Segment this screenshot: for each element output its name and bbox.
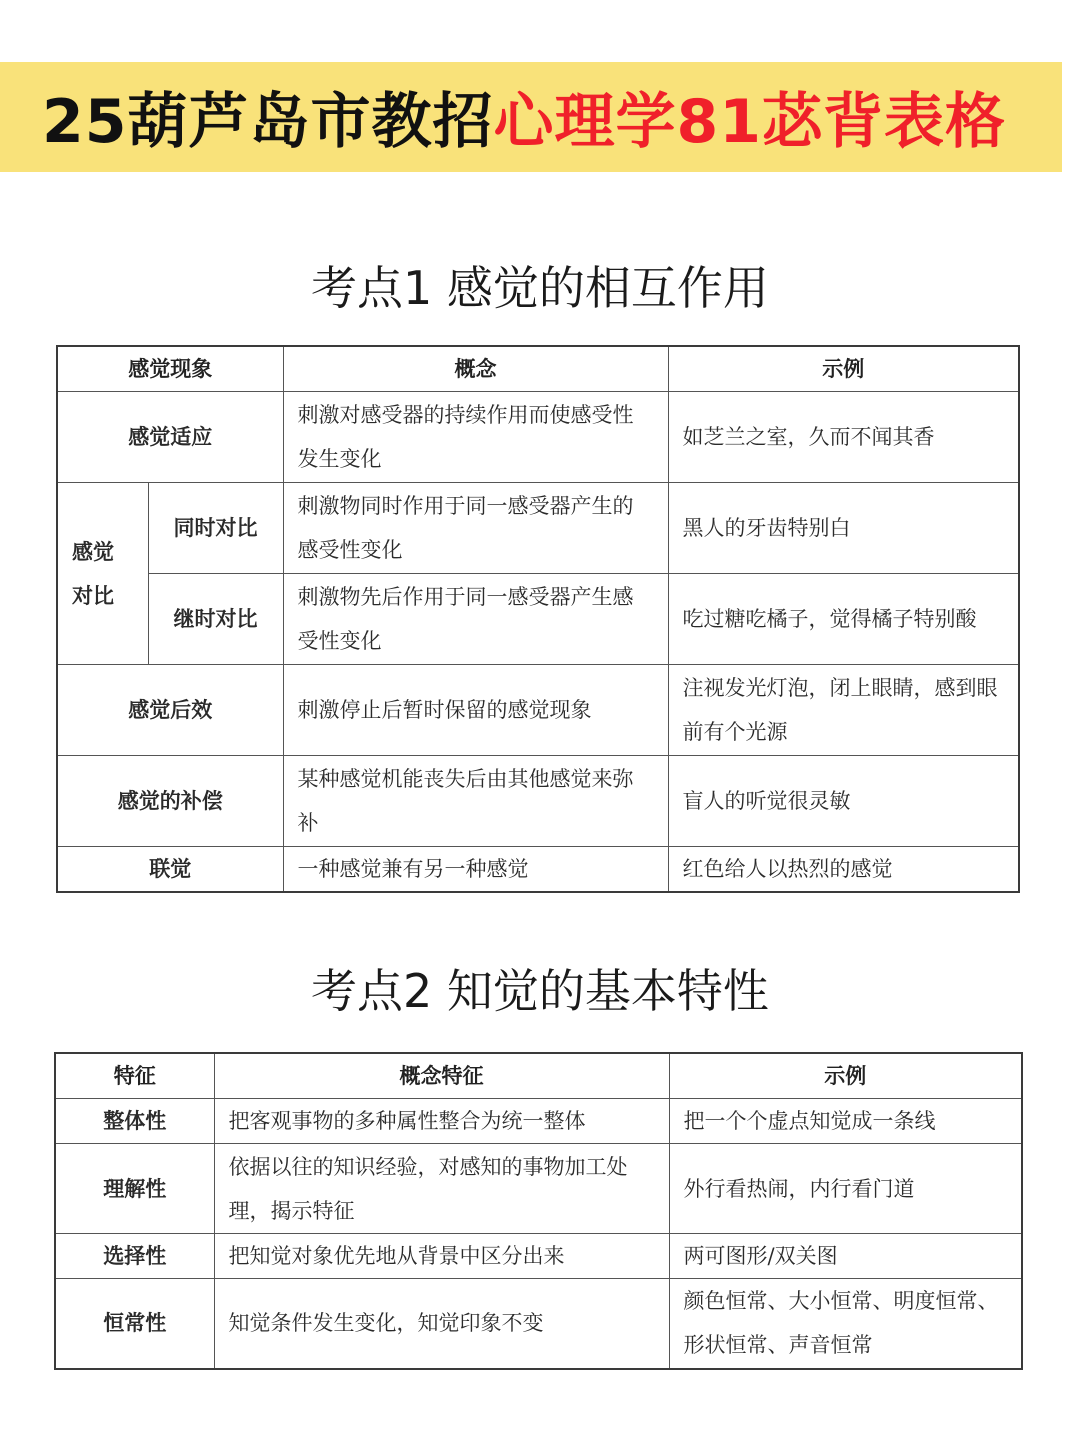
header-cell: 示例 — [669, 1053, 1022, 1099]
row-label: 感觉后效 — [57, 665, 283, 756]
row-label: 选择性 — [55, 1234, 214, 1279]
title-part-black: 25葫芦岛市教招 — [42, 87, 494, 157]
section2-heading: 考点2 知觉的基本特性 — [311, 964, 769, 1018]
row-concept: 把知觉对象优先地从背景中区分出来 — [214, 1234, 669, 1279]
table-row — [57, 756, 1019, 847]
row-example: 颜色恒常、大小恒常、明度恒常、形状恒常、声音恒常 — [669, 1279, 1022, 1369]
row-example: 红色给人以热烈的感觉 — [668, 847, 1019, 893]
sensation-table — [56, 345, 1020, 893]
row-example: 注视发光灯泡，闭上眼睛，感到眼前有个光源 — [668, 665, 1019, 756]
row-example: 吃过糖吃橘子，觉得橘子特别酸 — [668, 574, 1019, 665]
header-cell: 概念特征 — [214, 1053, 669, 1099]
row-concept: 把客观事物的多种属性整合为统一整体 — [214, 1099, 669, 1144]
group-label-text: 感觉对比 — [72, 539, 114, 608]
row-example: 黑人的牙齿特别白 — [668, 483, 1019, 574]
row-example: 外行看热闹，内行看门道 — [669, 1144, 1022, 1234]
title-banner — [0, 62, 1062, 172]
header-cell: 示例 — [668, 346, 1019, 392]
page-title — [42, 74, 1006, 160]
row-label: 联觉 — [57, 847, 283, 893]
title-part-red: 心理学81 — [493, 87, 762, 157]
row-concept: 知觉条件发生变化，知觉印象不变 — [214, 1279, 669, 1369]
header-cell: 感觉现象 — [57, 346, 283, 392]
group-label — [57, 483, 148, 665]
table-header-row — [55, 1053, 1022, 1099]
row-concept: 一种感觉兼有另一种感觉 — [283, 847, 668, 893]
table-row — [57, 574, 1019, 665]
row-label: 继时对比 — [148, 574, 283, 665]
row-concept: 刺激对感受器的持续作用而使感受性发生变化 — [283, 392, 668, 483]
table-row — [57, 392, 1019, 483]
table-header-row — [57, 346, 1019, 392]
row-label: 感觉适应 — [57, 392, 283, 483]
row-example: 两可图形/双关图 — [669, 1234, 1022, 1279]
table-row — [55, 1099, 1022, 1144]
table-row — [55, 1144, 1022, 1234]
row-concept: 刺激物同时作用于同一感受器产生的感受性变化 — [283, 483, 668, 574]
header-cell: 概念 — [283, 346, 668, 392]
table-row — [57, 847, 1019, 893]
row-label: 整体性 — [55, 1099, 214, 1144]
row-concept: 刺激物先后作用于同一感受器产生感受性变化 — [283, 574, 668, 665]
perception-table — [54, 1052, 1023, 1370]
row-label: 同时对比 — [148, 483, 283, 574]
table-row — [57, 665, 1019, 756]
row-example: 如芝兰之室，久而不闻其香 — [668, 392, 1019, 483]
row-label: 恒常性 — [55, 1279, 214, 1369]
row-example: 把一个个虚点知觉成一条线 — [669, 1099, 1022, 1144]
table-row — [57, 483, 1019, 574]
row-label: 感觉的补偿 — [57, 756, 283, 847]
table-row — [55, 1234, 1022, 1279]
header-cell: 特征 — [55, 1053, 214, 1099]
section1-heading: 考点1 感觉的相互作用 — [311, 261, 769, 315]
title-part-red-2: 苾背表格 — [762, 87, 1006, 157]
row-label: 理解性 — [55, 1144, 214, 1234]
table-row — [55, 1279, 1022, 1369]
row-example: 盲人的听觉很灵敏 — [668, 756, 1019, 847]
row-concept: 刺激停止后暂时保留的感觉现象 — [283, 665, 668, 756]
row-concept: 某种感觉机能丧失后由其他感觉来弥补 — [283, 756, 668, 847]
row-concept: 依据以往的知识经验，对感知的事物加工处理，揭示特征 — [214, 1144, 669, 1234]
